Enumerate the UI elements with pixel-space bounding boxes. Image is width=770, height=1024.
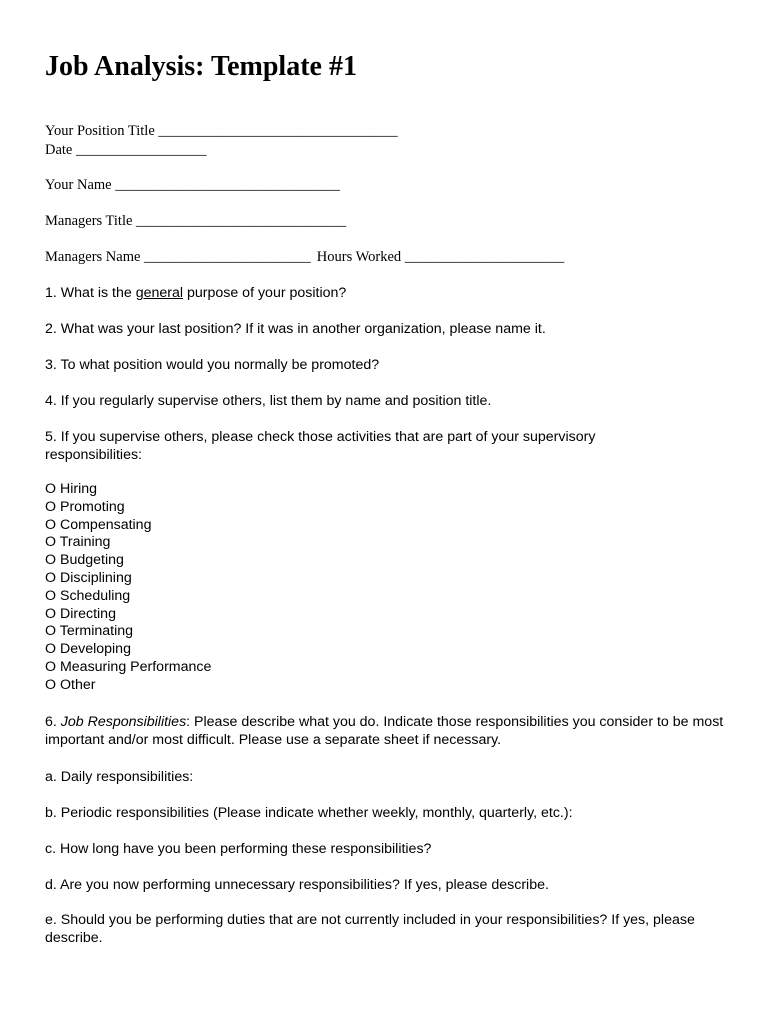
question-b: b. Periodic responsibilities (Please indicate whether weekly, monthly, quarterly, etc.): (45, 805, 573, 821)
question-3: 3. To what position would you normally be promoted? (45, 357, 380, 373)
activity-scheduling[interactable]: O Scheduling (45, 587, 131, 604)
activity-other[interactable]: O Other (45, 676, 96, 693)
question-5: 5. If you supervise others, please check those activities that are part of your supervisory responsibilities: (45, 429, 596, 463)
supervisory-activities-list (45, 481, 211, 695)
activity-training[interactable]: O Training (45, 534, 111, 551)
activity-hiring[interactable]: O Hiring (45, 481, 98, 497)
question-c: c. How long have you been performing these responsibilities? (45, 841, 432, 857)
question-a: a. Daily responsibilities: (45, 769, 194, 785)
activity-directing[interactable]: O Directing (45, 605, 116, 622)
activity-measuring-performance[interactable]: O Measuring Performance (45, 658, 212, 675)
activity-developing[interactable]: O Developing (45, 641, 131, 658)
question-6-number: 6. (45, 714, 61, 730)
question-1-underlined-word: general (135, 285, 184, 301)
managers-name-row (45, 248, 564, 266)
position-title-field[interactable]: Your Position Title _________________________________ (45, 123, 398, 139)
activity-budgeting[interactable]: O Budgeting (45, 552, 124, 569)
your-name-field[interactable]: Your Name _______________________________ (45, 177, 340, 193)
hours-worked-field[interactable]: Hours Worked ______________________ (316, 249, 565, 265)
managers-title-field[interactable]: Managers Title _____________________________ (45, 213, 347, 229)
question-1-prefix: 1. What is the (45, 285, 136, 301)
activity-terminating[interactable]: O Terminating (45, 623, 134, 640)
question-1-suffix: purpose of your position? (183, 285, 347, 301)
page-title: Job Analysis: Template #1 (45, 51, 357, 82)
question-6-label: Job Responsibilities (60, 714, 187, 730)
activity-promoting[interactable]: O Promoting (45, 498, 125, 515)
question-e: e. Should you be performing duties that are not currently included in your responsibilities? If yes, please describe. (45, 912, 695, 946)
question-6 (45, 713, 725, 749)
question-2: 2. What was your last position? If it was in another organization, please name it. (45, 321, 546, 337)
question-d: d. Are you now performing unnecessary responsibilities? If yes, please describe. (45, 877, 549, 893)
activity-disciplining[interactable]: O Disciplining (45, 569, 132, 586)
question-1 (45, 284, 725, 302)
question-6-text: : Please describe what you do. Indicate those responsibilities you consider to be most important and/or most difficult. Please use a separate sheet if necessary. (45, 714, 724, 748)
question-4: 4. If you regularly supervise others, list them by name and position title. (45, 393, 492, 409)
managers-name-field[interactable]: Managers Name _______________________ (45, 249, 311, 265)
date-field[interactable]: Date __________________ (45, 142, 207, 158)
activity-compensating[interactable]: O Compensating (45, 516, 152, 533)
